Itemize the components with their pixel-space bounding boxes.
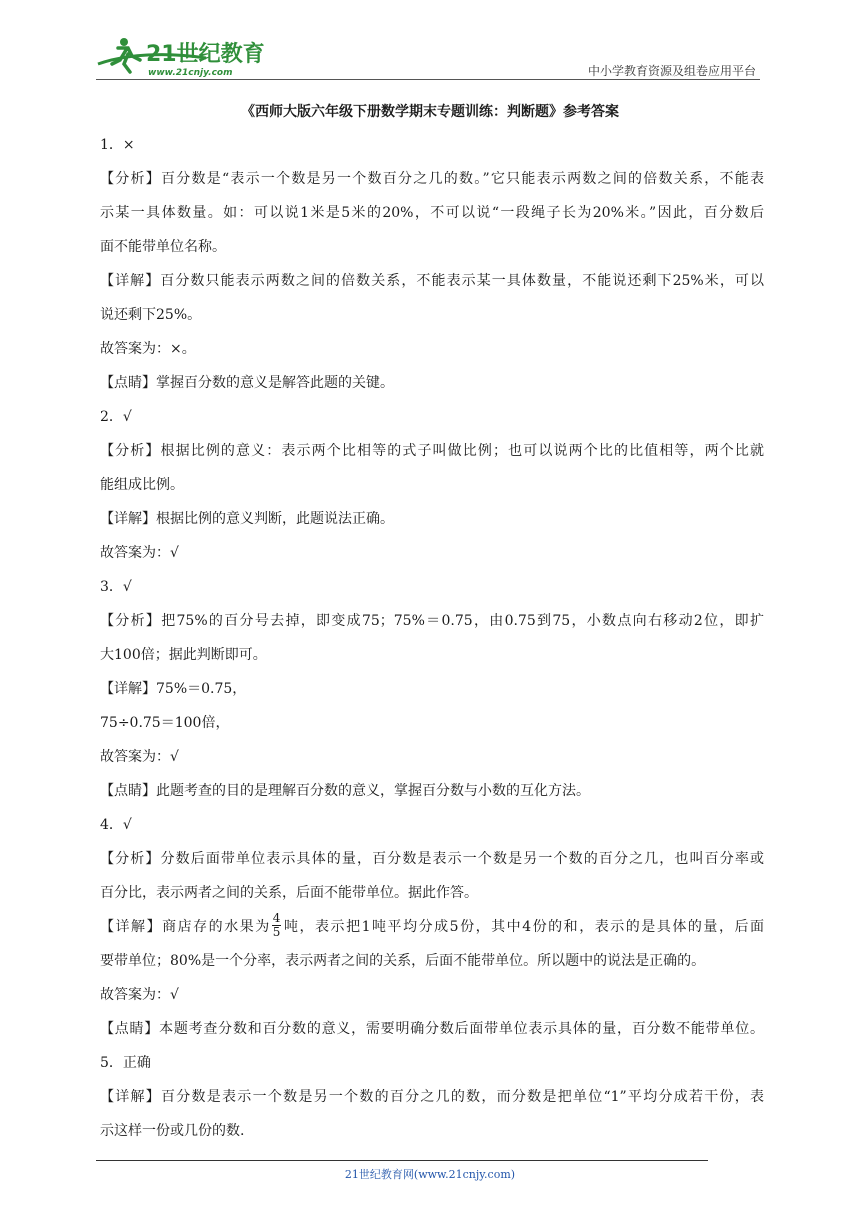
text-line: 【详解】百分数是表示一个数是另一个数的百分之几的数，而分数是把单位“1”平均分成若干份，表	[100, 1089, 764, 1105]
text-line: 要带单位；80%是一个分率，表示两者之间的关系，后面不能带单位。所以题中的说法是正确的。	[100, 953, 706, 969]
text-line: 面不能带单位名称。	[100, 239, 226, 255]
text-line: 【点睛】此题考查的目的是理解百分数的意义，掌握百分数与小数的互化方法。	[100, 783, 590, 799]
answer-content	[100, 128, 764, 1148]
text-line: 【分析】把75%的百分号去掉，即变成75；75%＝0.75，由0.75到75，小数点向右移动2位，即扩	[100, 613, 764, 629]
text-line: 说还剩下25%。	[100, 307, 202, 323]
text-line: 【详解】百分数只能表示两数之间的倍数关系，不能表示某一具体数量，不能说还剩下25%米，可以	[100, 273, 764, 289]
text-line: 故答案为：√	[100, 987, 179, 1003]
text-line: 【详解】75%＝0.75，	[100, 681, 247, 697]
text-line	[100, 910, 764, 944]
text-line: 大100倍；据此判断即可。	[100, 647, 267, 663]
text-line: 【分析】根据比例的意义：表示两个比相等的式子叫做比例；也可以说两个比的比值相等，两个比就	[100, 443, 764, 459]
text-line: 4．√	[100, 817, 132, 833]
text-line: 【分析】百分数是“表示一个数是另一个数百分之几的数。”它只能表示两数之间的倍数关系，不能表	[100, 171, 764, 187]
fraction-denominator: 5	[272, 924, 281, 939]
logo-url: www.21cnjy.com	[148, 68, 233, 78]
page-header	[96, 34, 760, 80]
text-line: 【分析】分数后面带单位表示具体的量，百分数是表示一个数是另一个数的百分之几，也叫百分率或	[100, 851, 764, 867]
text-line: 示某一具体数量。如：可以说1米是5米的20%，不可以说“一段绳子长为20%米。”因此，百分数后	[100, 205, 764, 221]
text-line: 75÷0.75＝100倍，	[100, 715, 230, 731]
logo-21cnjy	[96, 34, 266, 78]
fraction	[272, 912, 282, 939]
text-line: 【详解】根据比例的意义判断，此题说法正确。	[100, 511, 394, 527]
text-line: 2．√	[100, 409, 132, 425]
fraction-numerator: 4	[272, 910, 281, 925]
document-title: 《西师大版六年级下册数学期末专题训练：判断题》参考答案	[241, 104, 619, 120]
text-segment: 吨，表示把1吨平均分成5份，其中4份的和，表示的是具体的量，后面	[282, 919, 764, 935]
text-line: 1．×	[100, 137, 135, 153]
text-line: 3．√	[100, 579, 132, 595]
text-line: 【点睛】本题考查分数和百分数的意义，需要明确分数后面带单位表示具体的量，百分数不能带单位。	[100, 1021, 764, 1037]
text-segment: 【详解】商店存的水果为	[100, 919, 271, 935]
footer-divider	[96, 1160, 708, 1161]
text-line: 故答案为：√	[100, 749, 179, 765]
footer-text: 21世纪教育网(www.21cnjy.com)	[344, 1168, 516, 1181]
text-line: 示这样一份或几份的数.	[100, 1123, 245, 1139]
text-line: 5．正确	[100, 1055, 151, 1071]
text-line: 能组成比例。	[100, 477, 184, 493]
text-line: 【点睛】掌握百分数的意义是解答此题的关键。	[100, 375, 394, 391]
header-platform-text: 中小学教育资源及组卷应用平台	[587, 64, 756, 78]
header-divider	[96, 79, 760, 80]
text-line: 故答案为：√	[100, 545, 179, 561]
text-line: 故答案为：×。	[100, 341, 196, 357]
text-line: 百分比，表示两者之间的关系，后面不能带单位。据此作答。	[100, 885, 478, 901]
logo-text: 21世纪教育	[146, 42, 265, 67]
